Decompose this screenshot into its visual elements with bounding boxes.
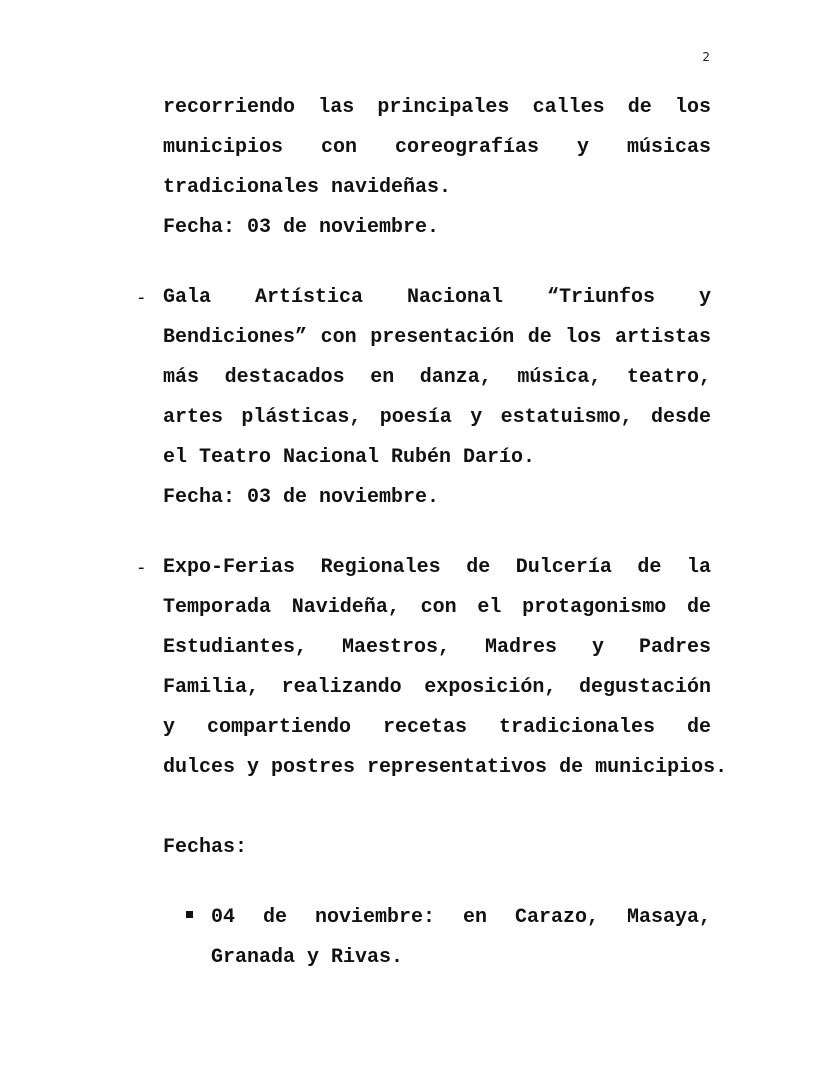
list-item-line: Gala Artística Nacional “Triunfos y — [163, 286, 711, 309]
event-date: Fecha: 03 de noviembre. — [163, 216, 440, 239]
list-item-line: Familia, realizando exposición, degustación — [163, 676, 711, 699]
list-item-line: dulces y postres representativos de municipios. — [163, 756, 728, 779]
paragraph-line: tradicionales navideñas. — [163, 176, 452, 199]
sub-item-line: Granada y Rivas. — [211, 946, 404, 969]
paragraph-line: municipios con coreografías y músicas — [163, 136, 711, 159]
paragraph-line: recorriendo las principales calles de los — [163, 96, 711, 119]
square-bullet-icon — [186, 911, 193, 918]
page-number: 2 — [702, 50, 710, 64]
list-item-line: Estudiantes, Maestros, Madres y Padres — [163, 636, 711, 659]
list-item-line: Temporada Navideña, con el protagonismo de — [163, 596, 711, 619]
dates-label: Fechas: — [163, 836, 248, 859]
list-item-line: artes plásticas, poesía y estatuismo, desde — [163, 406, 711, 429]
list-item-line: Bendiciones” con presentación de los artistas — [163, 326, 711, 349]
event-date: Fecha: 03 de noviembre. — [163, 486, 440, 509]
list-item-line: y compartiendo recetas tradicionales de — [163, 716, 711, 739]
dash-bullet-icon: - — [138, 287, 145, 308]
sub-item-line: 04 de noviembre: en Carazo, Masaya, — [211, 906, 711, 929]
list-item-line: el Teatro Nacional Rubén Darío. — [163, 446, 536, 469]
list-item-line: Expo-Ferias Regionales de Dulcería de la — [163, 556, 711, 579]
list-item-line: más destacados en danza, música, teatro, — [163, 366, 711, 389]
dash-bullet-icon: - — [138, 557, 145, 578]
